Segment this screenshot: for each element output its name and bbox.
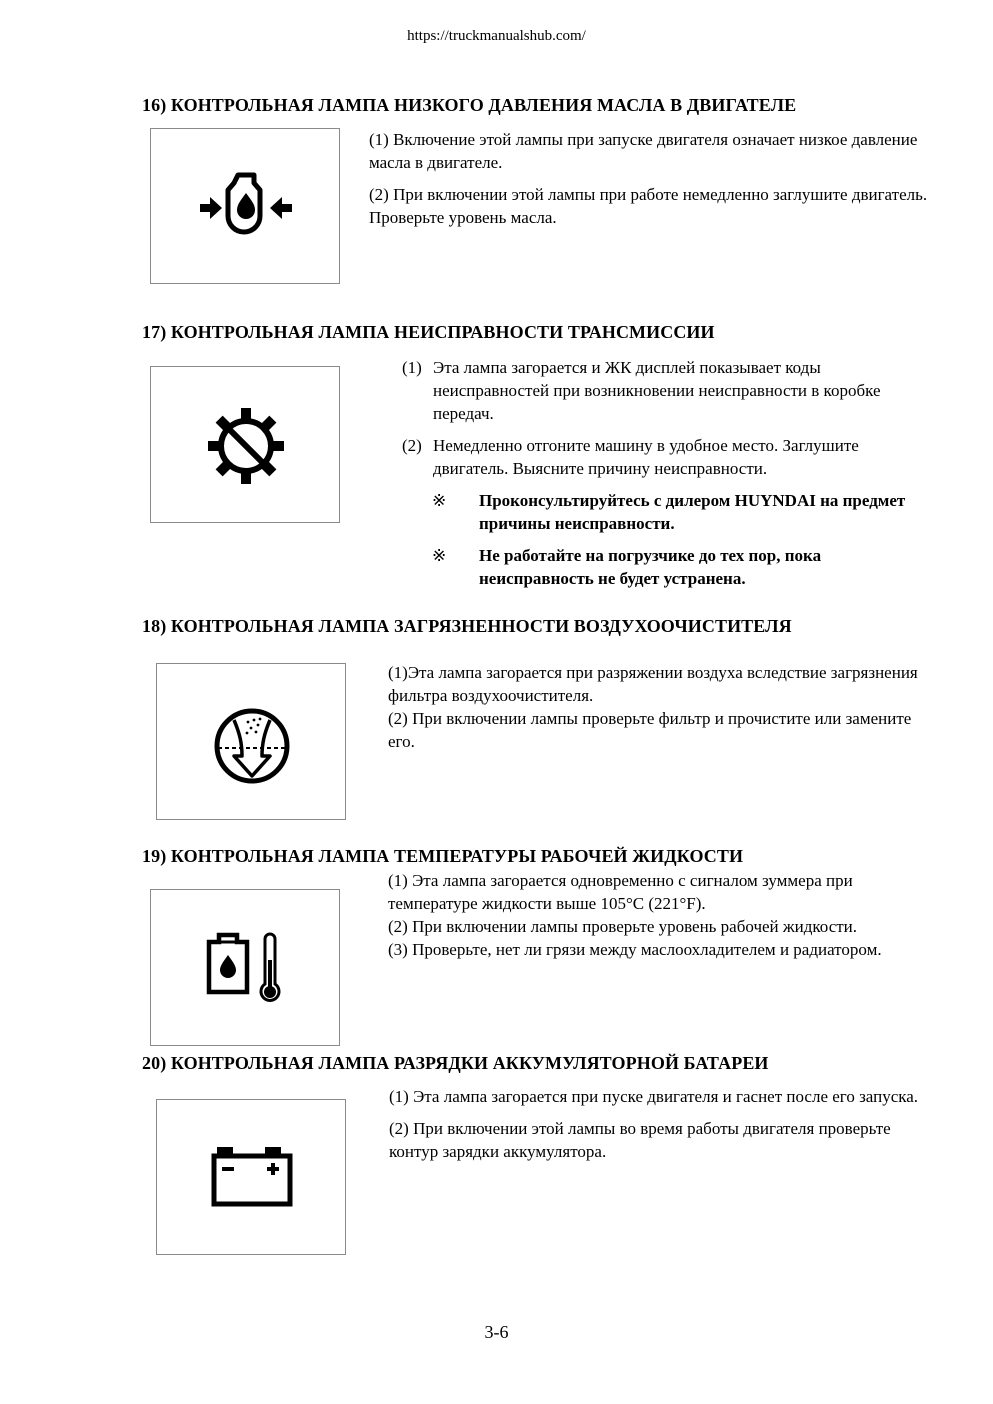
transmission-fault-icon: [201, 401, 291, 491]
section-17-item-2: (2) Немедленно отгоните машину в удобное место. Заглушите двигатель. Выясните причину неисправности.: [402, 436, 859, 478]
engine-oil-pressure-icon: [196, 167, 296, 247]
section-17-icon-box: [150, 366, 340, 523]
section-18-item-2: (2) При включении лампы проверьте фильтр и прочистите или замените его.: [388, 709, 912, 751]
section-19-text: [388, 869, 933, 961]
section-18-icon-box: [156, 663, 346, 820]
section-20-item-1: (1) Эта лампа загорается при пуске двигателя и гаснет после его запуска.: [389, 1087, 919, 1106]
section-18-item-1: (1)Эта лампа загорается при разряжении воздуха вследствие загрязнения фильтра воздухоочистителя.: [388, 663, 918, 705]
section-19-item-3: (3) Проверьте, нет ли грязи между маслоохладителем и радиатором.: [388, 940, 882, 959]
section-20-icon-box: [156, 1099, 346, 1255]
section-16-icon-box: [150, 128, 340, 284]
section-16-heading: 16) КОНТРОЛЬНАЯ ЛАМПА НИЗКОГО ДАВЛЕНИЯ МАСЛА В ДВИГАТЕЛЕ: [142, 95, 797, 115]
section-16-item-1: (1) Включение этой лампы при запуске двигателя означает низкое давление масла в двигателе.: [369, 130, 918, 172]
section-16-item-2: (2) При включении этой лампы при работе немедленно заглушите двигатель. Проверьте уровень масла.: [369, 185, 928, 227]
section-17-item-1: (1) Эта лампа загорается и ЖК дисплей показывает коды неисправностей при возникновении неисправности в коробке передач.: [402, 358, 881, 423]
section-16-text: [369, 128, 929, 229]
source-url: https://truckmanualshub.com/: [407, 28, 586, 44]
section-18-heading: 18) КОНТРОЛЬНАЯ ЛАМПА ЗАГРЯЗНЕННОСТИ ВОЗДУХООЧИСТИТЕЛЯ: [142, 616, 792, 636]
section-19-item-2: (2) При включении лампы проверьте уровень рабочей жидкости.: [388, 917, 858, 936]
section-20-text: [389, 1085, 934, 1163]
hydraulic-oil-temperature-icon: [201, 930, 291, 1010]
section-20-item-2: (2) При включении этой лампы во время работы двигателя проверьте контур зарядки аккумулятора.: [389, 1119, 891, 1161]
section-18-text: [388, 661, 928, 753]
section-17-heading: 17) КОНТРОЛЬНАЯ ЛАМПА НЕИСПРАВНОСТИ ТРАНСМИССИИ: [142, 322, 715, 342]
section-19-heading: 19) КОНТРОЛЬНАЯ ЛАМПА ТЕМПЕРАТУРЫ РАБОЧЕЙ ЖИДКОСТИ: [142, 846, 744, 866]
section-17-note-1: ※ Проконсультируйтесь с дилером HUYNDAI на предмет причины неисправности.: [432, 491, 906, 533]
section-19-item-1: (1) Эта лампа загорается одновременно с сигналом зуммера при температуре жидкости выше 105°C (221°F).: [388, 871, 853, 913]
section-17-text: [402, 356, 932, 590]
battery-charge-icon: [207, 1142, 297, 1212]
section-20-heading: 20) КОНТРОЛЬНАЯ ЛАМПА РАЗРЯДКИ АККУМУЛЯТОРНОЙ БАТАРЕИ: [142, 1053, 769, 1073]
page-number: 3-6: [484, 1322, 509, 1342]
air-cleaner-icon: [212, 706, 292, 786]
section-17-note-2: ※ Не работайте на погрузчике до тех пор, пока неисправность не будет устранена.: [432, 546, 822, 588]
section-19-icon-box: [150, 889, 340, 1046]
